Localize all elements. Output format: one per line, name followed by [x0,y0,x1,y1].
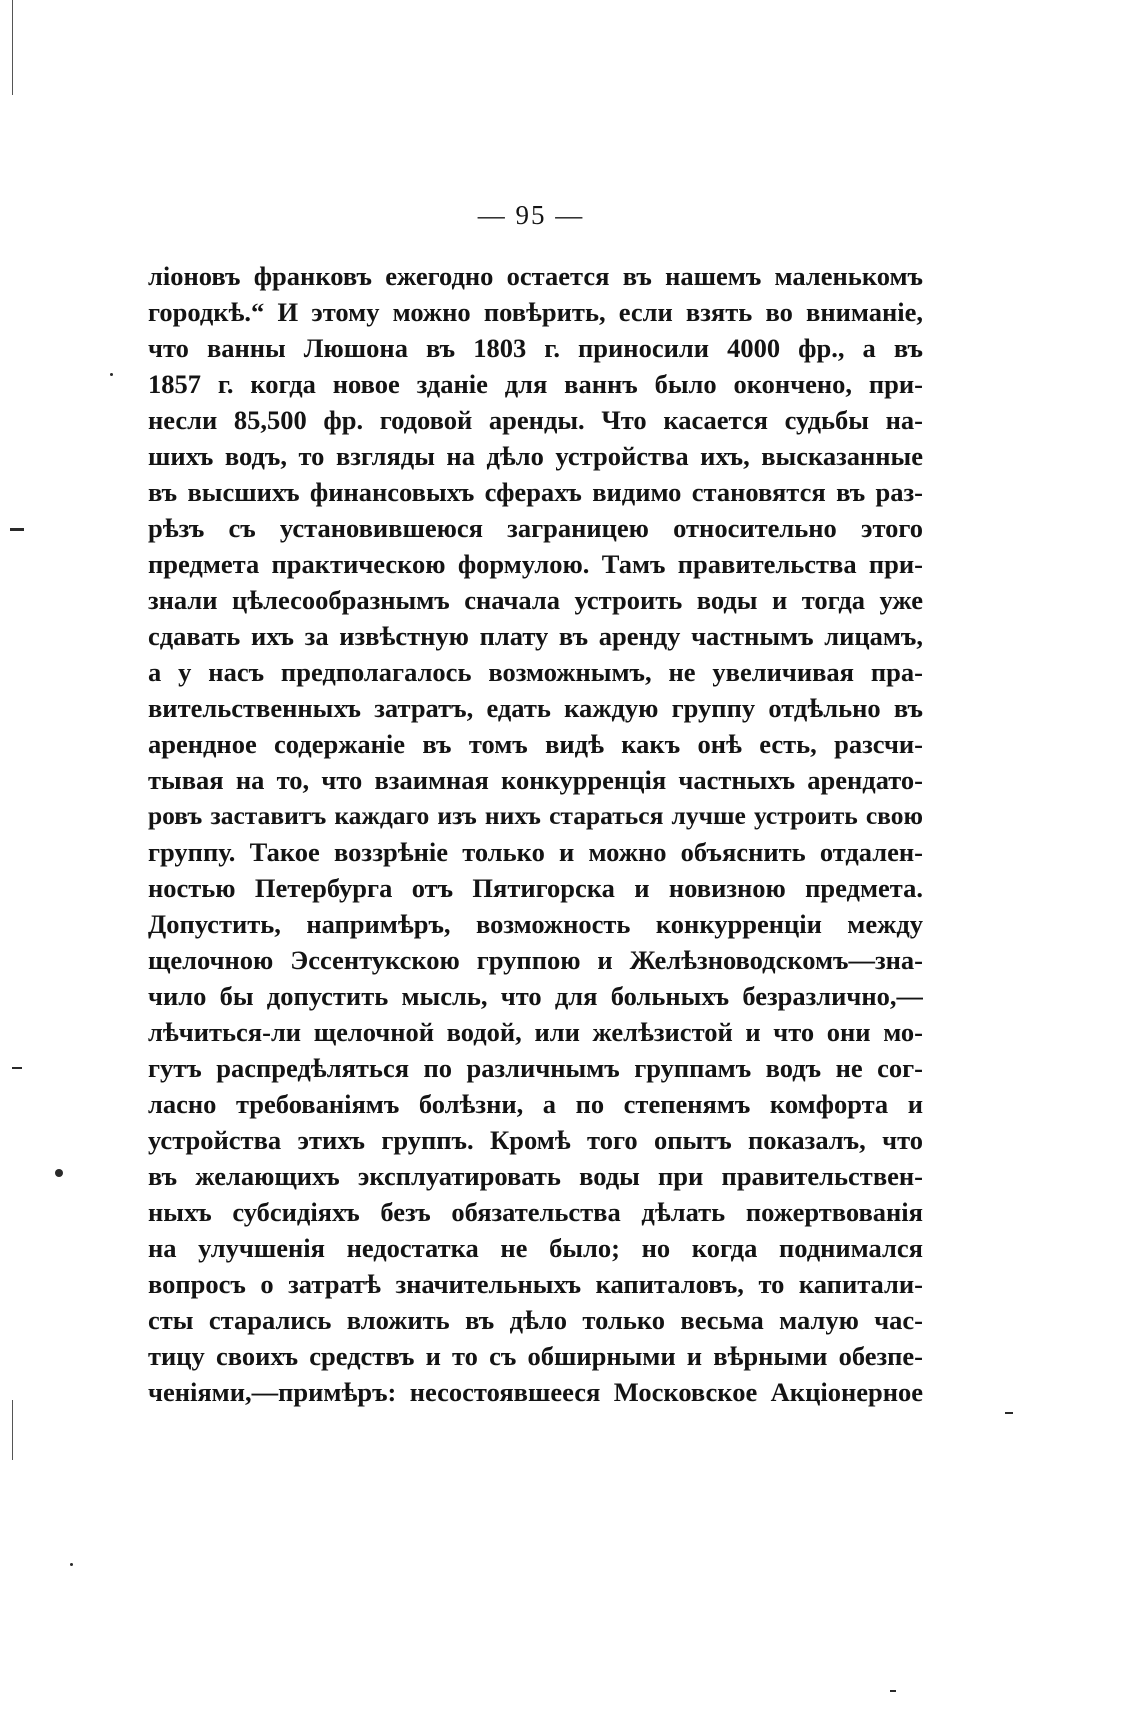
text-line: 1857 г. когда новое зданіе для ваннъ было окончено, при- [148,369,923,399]
scan-speck [890,1690,896,1692]
text-line: въ высшихъ финансовыхъ сферахъ видимо становятся въ раз- [148,477,923,507]
scan-speck [70,1563,73,1566]
text-line: Допустить, напримѣръ, возможность конкурренціи между [148,909,923,939]
text-line: а у насъ предполагалось возможнымъ, не увеличивая пра- [148,657,923,687]
text-line: на улучшенія недостатка не было; но когда поднимался [148,1233,923,1263]
text-line: несли 85,500 фр. годовой аренды. Что касается судьбы на- [148,405,923,435]
text-line: вительственныхъ затратъ, едать каждую группу отдѣльно въ [148,693,923,723]
scan-speck [55,1169,63,1177]
text-line: предмета практическою формулою. Тамъ правительства при- [148,549,923,579]
text-line: тицу своихъ средствъ и то съ обширными и вѣрными обезпе- [148,1341,923,1371]
text-line: лѣчиться-ли щелочной водой, или желѣзистой и что они мо- [148,1017,923,1047]
text-line: ченіями,—примѣръ: несостоявшееся Московское Акціонерное [148,1377,923,1407]
scan-edge-line [12,1400,13,1460]
text-line: устройства этихъ группъ. Кромѣ того опытъ показалъ, что [148,1125,923,1155]
scan-edge-line [12,0,13,95]
text-line: городкѣ.“ И этому можно повѣрить, если взять во вниманіе, [148,297,923,327]
body-text [148,258,923,1410]
text-line: ласно требованіямъ болѣзни, а по степенямъ комфорта и [148,1089,923,1119]
text-line: рѣзъ съ установившеюся заграницею относительно этого [148,513,923,543]
text-line: ностью Петербурга отъ Пятигорска и новизною предмета. [148,873,923,903]
text-line: ровъ заставитъ каждаго изъ нихъ стараться лучше устроить свою [148,801,923,830]
text-line: вопросъ о затратѣ значительныхъ капиталовъ, то капитали- [148,1269,923,1299]
text-line: знали цѣлесообразнымъ сначала устроить воды и тогда уже [148,585,923,615]
text-line: группу. Такое воззрѣніе только и можно объяснить отдален- [148,837,923,867]
text-line: щелочною Эссентукскою группою и Желѣзноводскомъ—зна- [148,945,923,975]
text-line: тывая на то, что взаимная конкурренція частныхъ арендато- [148,765,923,795]
text-line: сты старались вложить въ дѣло только весьма малую час- [148,1305,923,1335]
scan-speck [12,1067,22,1069]
scan-speck [1005,1412,1013,1414]
page-number: — 95 — [477,200,585,230]
text-line: арендное содержаніе въ томъ видѣ какъ онѣ есть, разсчи- [148,729,923,759]
text-line: ныхъ субсидіяхъ безъ обязательства дѣлать пожертвованія [148,1197,923,1227]
text-line: шихъ водъ, то взгляды на дѣло устройства ихъ, высказанные [148,441,923,471]
text-line: чило бы допустить мысль, что для больныхъ безразлично,— [148,981,923,1011]
text-line: что ванны Люшона въ 1803 г. приносили 4000 фр., а въ [148,333,923,363]
scan-speck [110,373,113,376]
scan-speck [10,528,24,531]
text-line: гутъ распредѣляться по различнымъ группамъ водъ не сог- [148,1053,923,1083]
text-line: сдавать ихъ за извѣстную плату въ аренду частнымъ лицамъ, [148,621,923,651]
text-line: въ желающихъ эксплуатировать воды при правительствен- [148,1161,923,1191]
text-line: ліоновъ франковъ ежегодно остается въ нашемъ маленькомъ [148,261,923,291]
